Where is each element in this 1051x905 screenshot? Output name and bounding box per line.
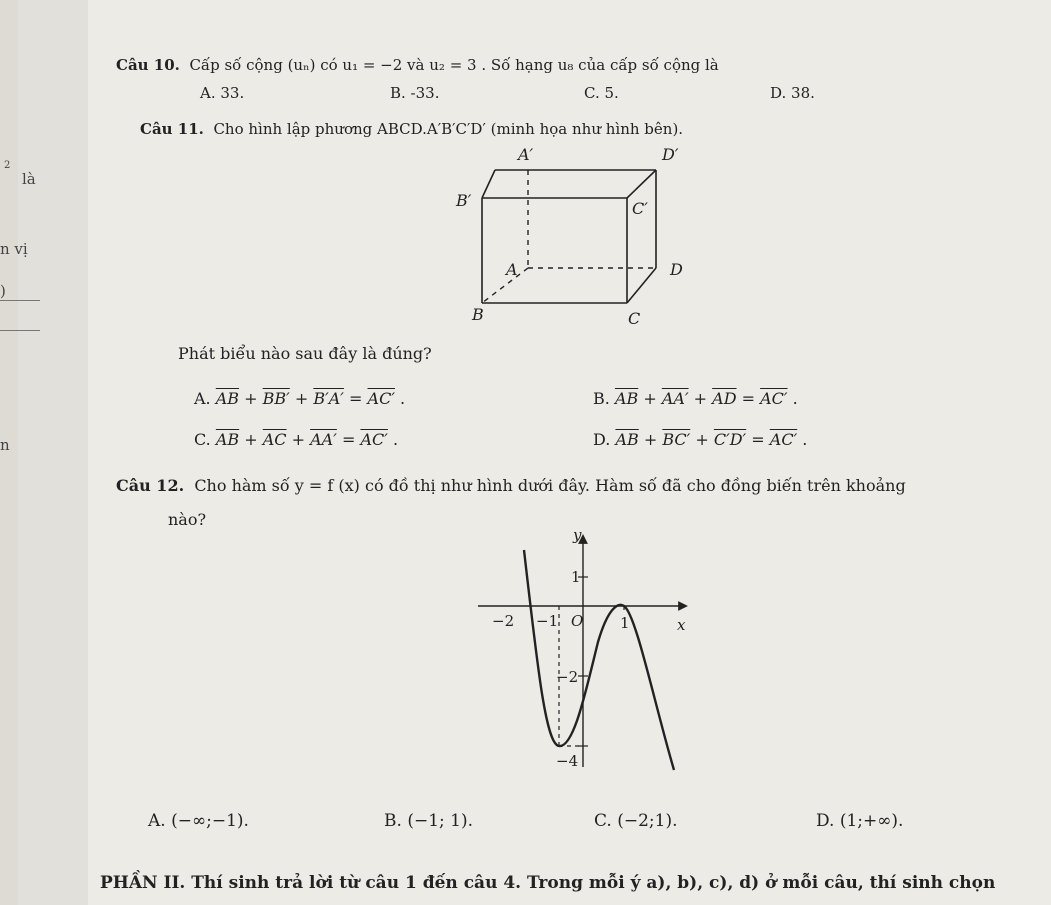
q10-option-a: A. 33.: [200, 84, 245, 102]
q10-option-b: B. -33.: [390, 84, 440, 102]
label-y-neg4: −4: [556, 752, 579, 770]
q12-text: Cho hàm số y = f (x) có đồ thị như hình dưới đây. Hàm số đã cho đồng biến trên khoảng: [194, 476, 906, 495]
margin-rule: [0, 300, 40, 301]
vertex-a1: A′: [518, 145, 534, 164]
edge-d1c1: [627, 170, 656, 198]
curve: [524, 550, 674, 770]
q11-option-a: A. $\overline{AB} + BB' + B'A' = AC'$ .: [194, 389, 406, 408]
vertex-a: A: [506, 260, 518, 279]
label-x: x: [677, 616, 686, 634]
q11-option-c: C. $\overline{AB} + \overline{AC} + AA' = AC'$ .: [194, 430, 399, 449]
label-origin: O: [571, 612, 584, 630]
function-graph: [458, 522, 698, 772]
q12-text-continued: nào?: [168, 510, 207, 529]
q10-label: Câu 10.: [116, 56, 180, 74]
label-y: y: [573, 526, 582, 544]
q12-label: Câu 12.: [116, 476, 185, 495]
edge-cd: [627, 268, 656, 303]
q12-option-d: D. (1;+∞).: [816, 811, 904, 831]
vertex-c: C: [628, 309, 641, 328]
q12-option-c: C. (−2;1).: [594, 811, 678, 831]
edge-ab-hidden: [482, 268, 528, 303]
q10-text: Cấp số cộng (uₙ) có u₁ = −2 và u₂ = 3 . Số hạng u₈ của cấp số cộng là: [189, 56, 719, 74]
vertex-b1: B′: [456, 191, 472, 210]
q10-option-c: C. 5.: [584, 84, 619, 102]
q10-option-d: D. 38.: [770, 84, 815, 102]
vertex-c1: C′: [632, 199, 648, 218]
vertex-d: D: [670, 260, 683, 279]
vertex-b: B: [472, 305, 484, 324]
q11-label: Câu 11.: [140, 120, 204, 138]
margin-fragment: n vị: [0, 240, 28, 258]
q11-question: Phát biểu nào sau đây là đúng?: [178, 344, 432, 363]
q11-text: Cho hình lập phương ABCD.A′B′C′D′ (minh họa như hình bên).: [213, 120, 684, 138]
label-x-1: 1: [620, 614, 630, 632]
margin-fragment: n: [0, 436, 10, 454]
edge-a1b1: [482, 170, 495, 198]
margin-fragment: là: [22, 170, 36, 188]
margin-fragment: ): [0, 282, 6, 300]
label-y-neg2: −2: [556, 668, 579, 686]
label-y-1: 1: [571, 568, 581, 586]
margin-rule: [0, 330, 40, 331]
q10-stem: [116, 56, 719, 74]
q11-option-d: D. $\overline{AB} + BC' + C'D' = AC'$ .: [593, 430, 808, 449]
q11-stem: [140, 120, 683, 138]
vertex-d1: D′: [662, 145, 679, 164]
margin-fragment: 2: [4, 160, 11, 171]
q12-option-b: B. (−1; 1).: [384, 811, 473, 831]
previous-page-edge: [0, 0, 88, 905]
q12-stem: [116, 476, 906, 495]
q12-option-a: A. (−∞;−1).: [148, 811, 249, 831]
label-x-neg2: −2: [492, 612, 515, 630]
part-two-heading: PHẦN II. Thí sinh trả lời từ câu 1 đến câu 4. Trong mỗi ý a), b), c), d) ở mỗi câu, thí sinh chọn: [100, 873, 996, 893]
label-x-neg1: −1: [536, 612, 559, 630]
cube-figure: [448, 138, 688, 328]
q11-option-b: B. $\overline{AB} + AA' + \overline{AD} = AC'$ .: [593, 389, 798, 408]
